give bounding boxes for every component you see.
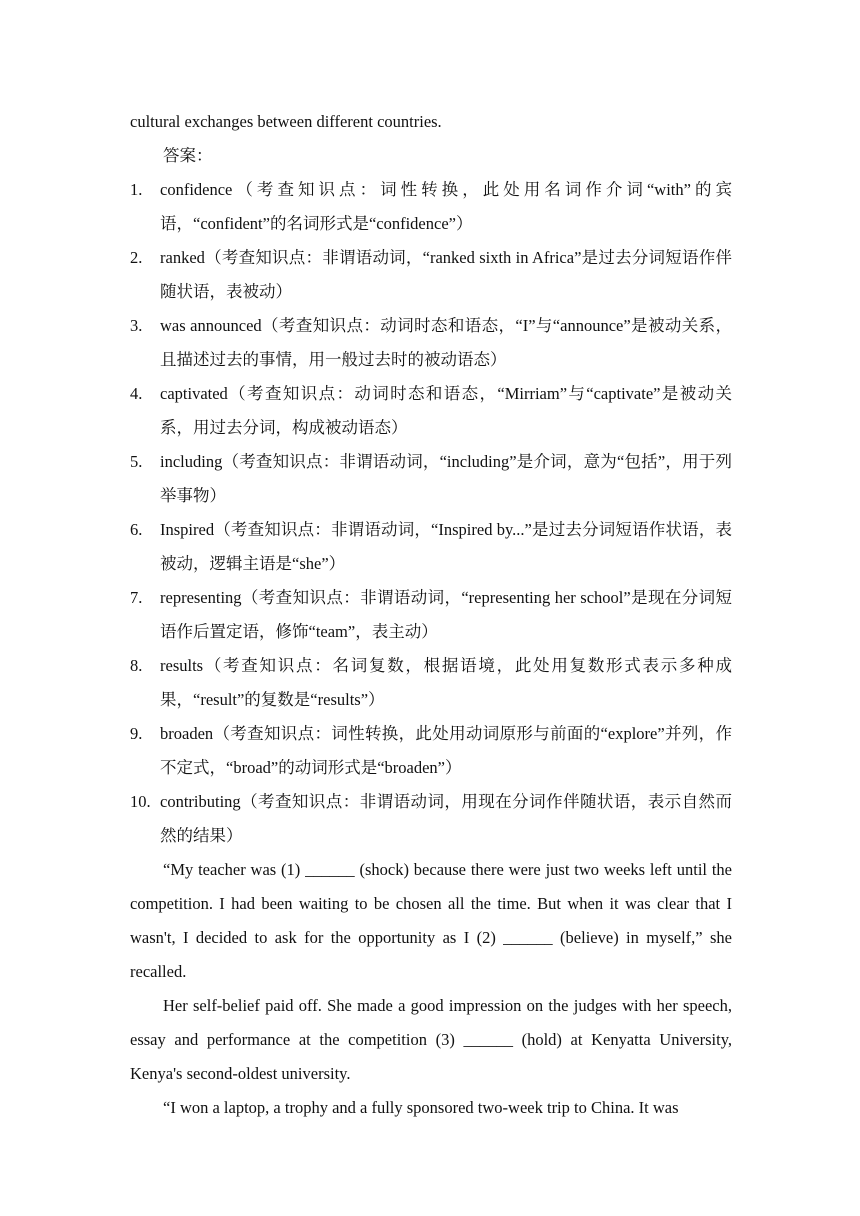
passage-paragraph: “I won a laptop, a trophy and a fully sponsored two-week trip to China. It was [163, 1098, 679, 1117]
answer-text: representing（考查知识点：非谓语动词，“representing her school”是现在分词短语作后置定语，修饰“team”，表主动） [160, 588, 732, 641]
answer-number: 6. [130, 520, 143, 539]
answer-number: 1. [130, 180, 143, 199]
answer-number: 10. [130, 792, 151, 811]
answer-item [130, 241, 732, 309]
passage-paragraph: “My teacher was (1) ______ (shock) because there were just two weeks left until the competition. I had been waiting to be chosen all the time. But when it was clear that I wasn't, I decided to ask for the opportunity as I (2) ______ (believe) in myself,” she recalled. [130, 860, 732, 981]
answers-heading: 答案： [163, 146, 213, 165]
answer-item [130, 785, 732, 853]
answer-text: Inspired（考查知识点：非谓语动词，“Inspired by...”是过去分词短语作状语，表被动，逻辑主语是“she”） [160, 520, 732, 573]
answer-number: 5. [130, 452, 143, 471]
answer-text: confidence（考查知识点：词性转换，此处用名词作介词“with”的宾语，“confident”的名词形式是“confidence”） [160, 180, 732, 233]
answer-text: was announced（考查知识点：动词时态和语态，“I”与“announce”是被动关系，且描述过去的事情，用一般过去时的被动语态） [160, 316, 732, 369]
answer-text: captivated（考查知识点：动词时态和语态，“Mirriam”与“captivate”是被动关系，用过去分词，构成被动语态） [160, 384, 732, 437]
intro-fragment: cultural exchanges between different countries. [130, 112, 442, 131]
answer-text: contributing（考查知识点：非谓语动词，用现在分词作伴随状语，表示自然而然的结果） [160, 792, 732, 845]
answer-item [130, 513, 732, 581]
answer-item [130, 717, 732, 785]
answer-number: 8. [130, 656, 143, 675]
answer-item [130, 445, 732, 513]
answer-number: 4. [130, 384, 143, 403]
answer-number: 7. [130, 588, 143, 607]
answer-item [130, 377, 732, 445]
answer-number: 9. [130, 724, 143, 743]
passage-paragraph: Her self-belief paid off. She made a good impression on the judges with her speech, essay and performance at the competition (3) ______ (hold) at Kenyatta University, Kenya's second-oldest university. [130, 996, 732, 1083]
answer-number: 3. [130, 316, 143, 335]
answer-item [130, 309, 732, 377]
document-body [130, 105, 732, 1125]
answer-text: including（考查知识点：非谓语动词，“including”是介词，意为“包括”，用于列举事物） [160, 452, 732, 505]
answer-number: 2. [130, 248, 143, 267]
answer-item [130, 173, 732, 241]
answer-item [130, 581, 732, 649]
answer-list [130, 173, 732, 853]
answer-text: results（考查知识点：名词复数，根据语境，此处用复数形式表示多种成果，“result”的复数是“results”） [160, 656, 732, 709]
answer-text: ranked（考查知识点：非谓语动词，“ranked sixth in Africa”是过去分词短语作伴随状语，表被动） [160, 248, 732, 301]
answer-text: broaden（考查知识点：词性转换，此处用动词原形与前面的“explore”并列，作不定式，“broad”的动词形式是“broaden”） [160, 724, 732, 777]
answer-item [130, 649, 732, 717]
